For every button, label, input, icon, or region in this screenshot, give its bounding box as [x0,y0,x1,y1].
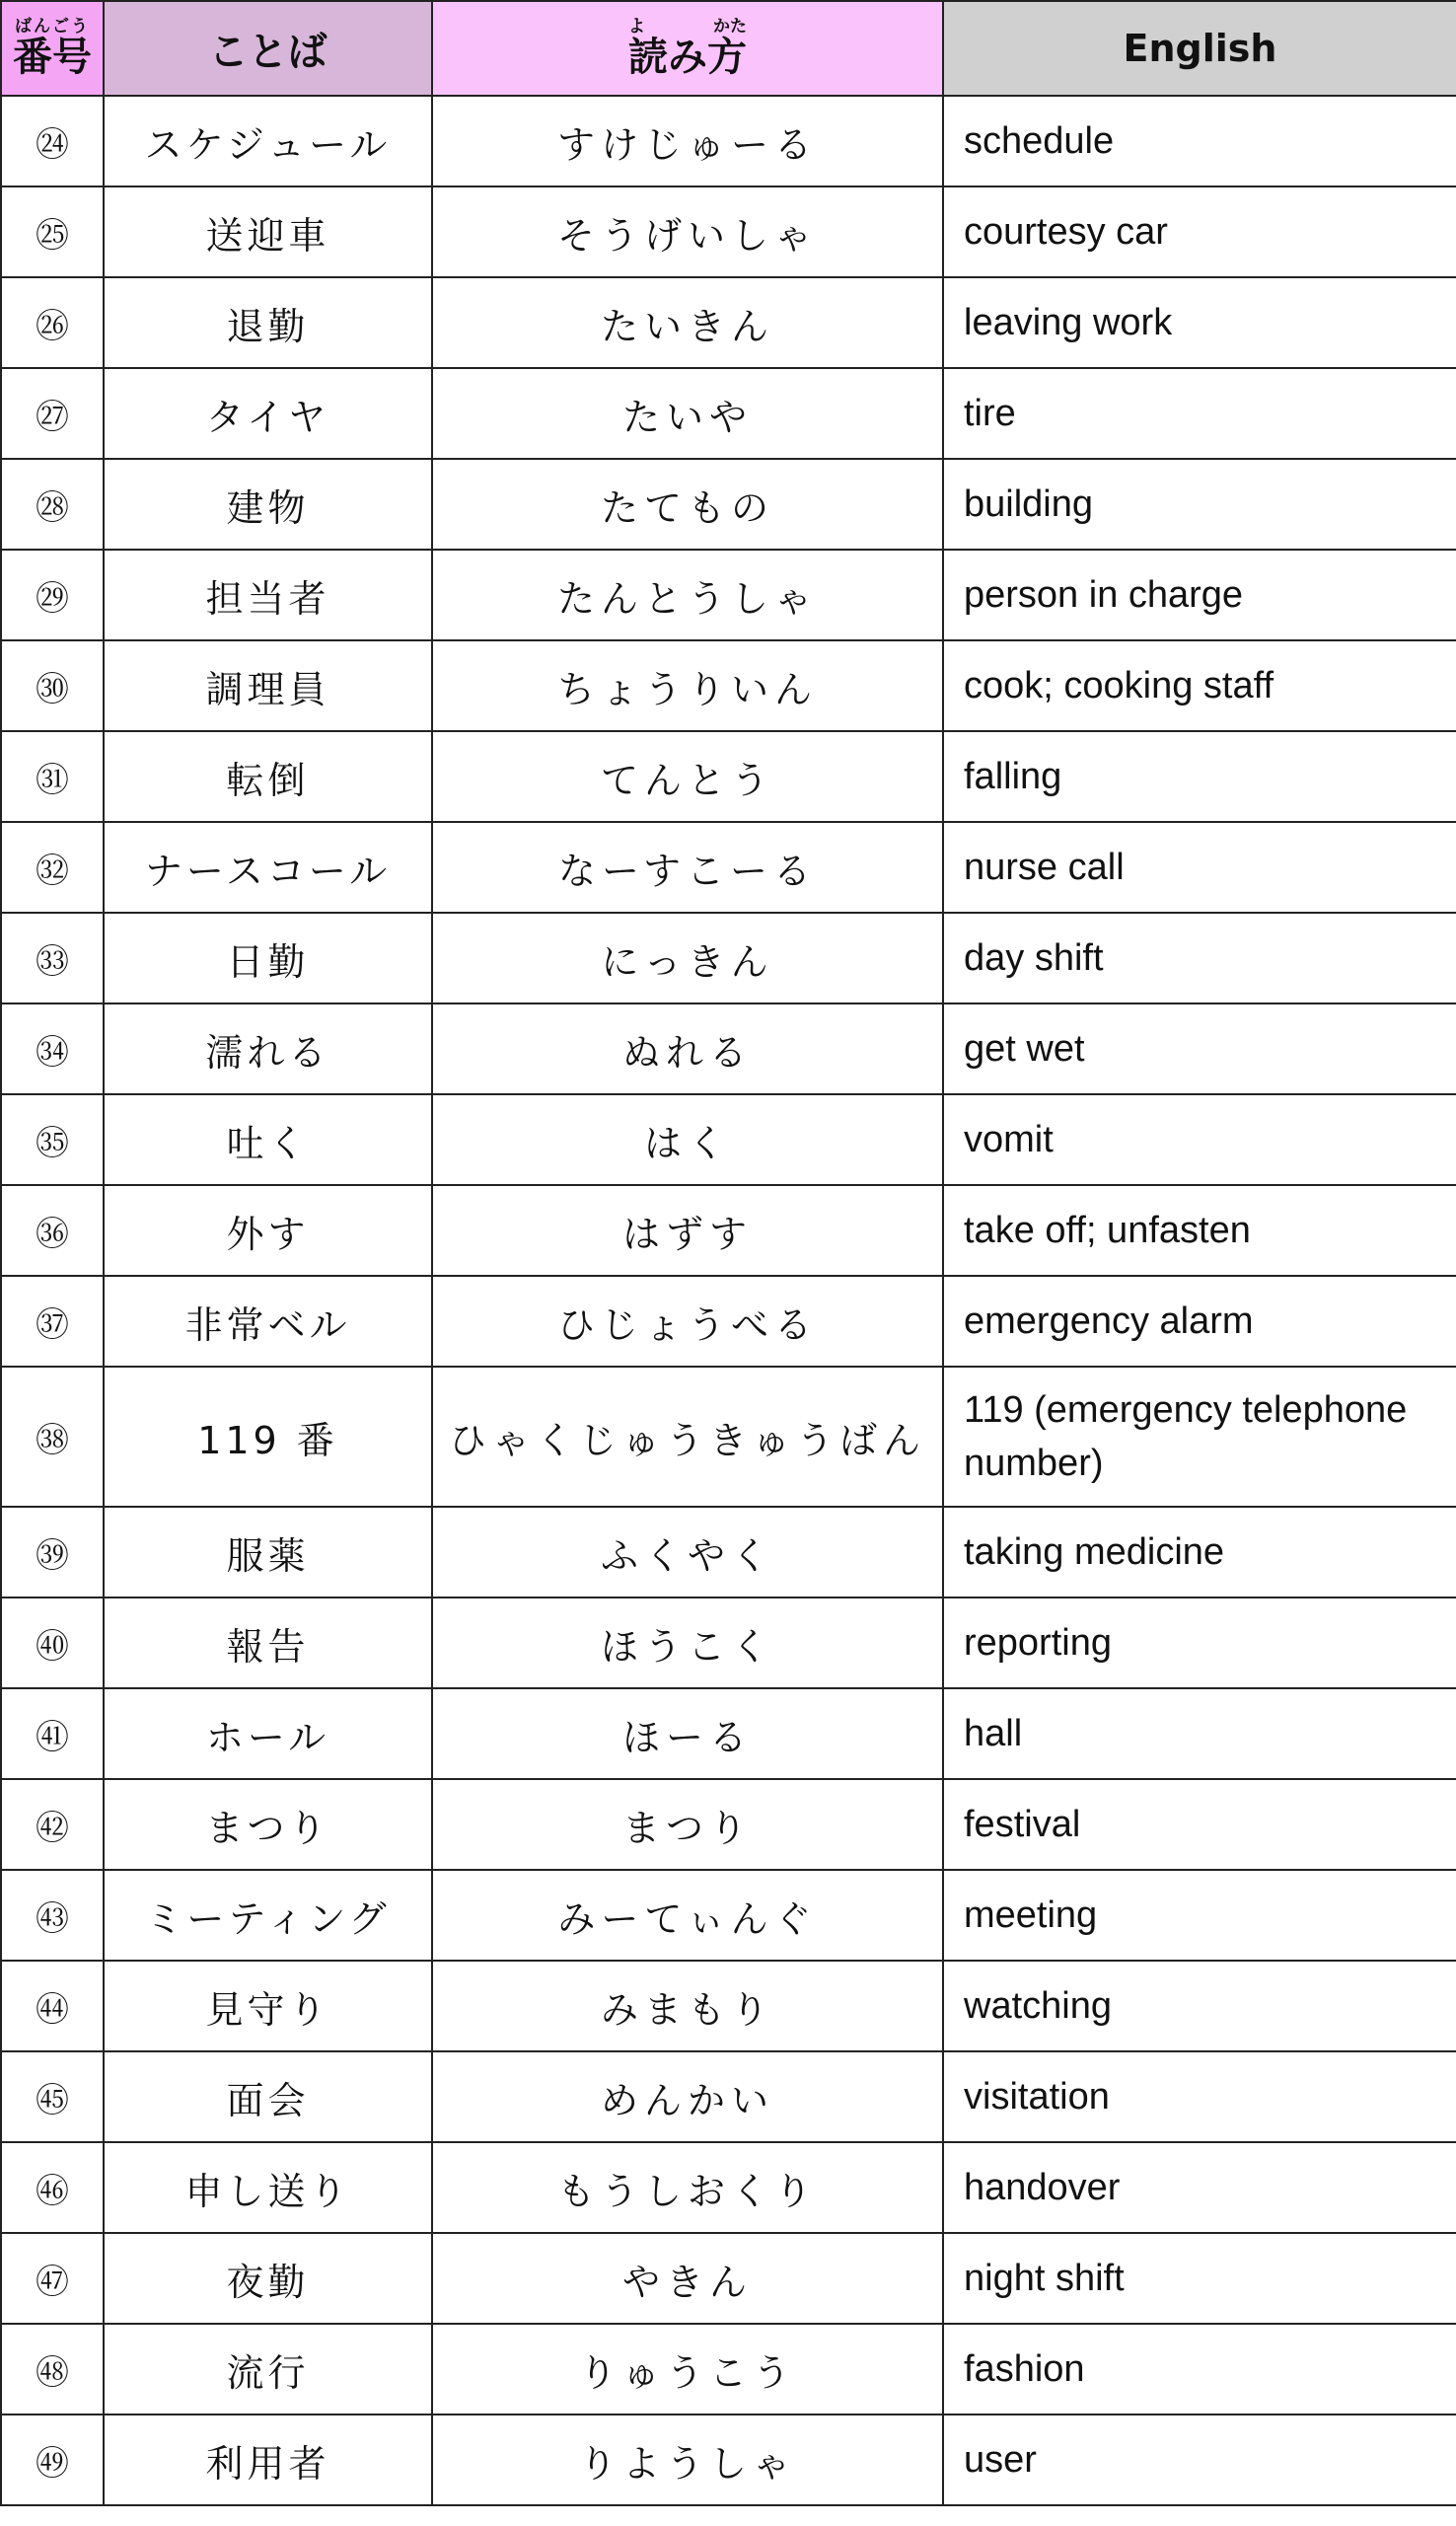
row-reading: やきん [432,2233,943,2324]
row-word: スケジュール [104,96,432,186]
row-english: building [943,459,1456,550]
number-ruby-group [13,18,92,79]
row-number: ㊳ [1,1367,104,1507]
row-english: reporting [943,1597,1456,1688]
row-word: まつり [104,1779,432,1870]
row-word: タイヤ [104,368,432,459]
row-number: ㊹ [1,1961,104,2051]
row-word: 担当者 [104,550,432,640]
row-reading: もうしおくり [432,2142,943,2233]
table-row [1,2415,1456,2505]
row-number: ㉝ [1,913,104,1003]
row-english: hall [943,1688,1456,1779]
row-word: 利用者 [104,2415,432,2505]
header-english: English [943,1,1456,96]
row-english: get wet [943,1003,1456,1094]
row-word: 面会 [104,2051,432,2142]
number-ruby: ばんごう [15,17,90,37]
row-reading: りゅうこう [432,2324,943,2415]
row-word: 119 番 [104,1367,432,1507]
row-english: leaving work [943,277,1456,368]
row-number: ㊻ [1,2142,104,2233]
row-english: emergency alarm [943,1276,1456,1367]
row-reading: たてもの [432,459,943,550]
row-number: ㊲ [1,1276,104,1367]
row-reading: めんかい [432,2051,943,2142]
table-row [1,1961,1456,2051]
row-word: 転倒 [104,731,432,822]
row-number: ㊵ [1,1597,104,1688]
header-reading [432,1,943,96]
reading-label: 読み方 [628,34,747,80]
row-word: 吐く [104,1094,432,1185]
row-reading: なーすこーる [432,822,943,913]
row-english: take off; unfasten [943,1185,1456,1276]
row-word: 流行 [104,2324,432,2415]
row-word: 見守り [104,1961,432,2051]
table-row [1,459,1456,550]
row-word: 非常ベル [104,1276,432,1367]
row-number: ㉗ [1,368,104,459]
row-reading: ふくやく [432,1507,943,1597]
row-reading: ほーる [432,1688,943,1779]
row-word: 調理員 [104,640,432,731]
row-english: 119 (emergency telephone number) [943,1367,1456,1507]
row-reading: にっきん [432,913,943,1003]
row-english: meeting [943,1870,1456,1961]
number-label: 番号 [13,35,92,80]
table-row [1,822,1456,913]
row-english: watching [943,1961,1456,2051]
header-row [1,1,1456,96]
row-english: tire [943,368,1456,459]
table-row [1,1185,1456,1276]
row-reading: みまもり [432,1961,943,2051]
table-row [1,2324,1456,2415]
row-reading: そうげいしゃ [432,186,943,277]
table-row [1,1003,1456,1094]
table-row [1,186,1456,277]
row-english: user [943,2415,1456,2505]
row-english: visitation [943,2051,1456,2142]
table-row [1,550,1456,640]
table-row [1,96,1456,186]
row-reading: ひじょうべる [432,1276,943,1367]
row-english: cook; cooking staff [943,640,1456,731]
table-row [1,2142,1456,2233]
row-reading: ほうこく [432,1597,943,1688]
row-number: ㊸ [1,1870,104,1961]
row-english: nurse call [943,822,1456,913]
row-number: ㊼ [1,2233,104,2324]
row-number: ㊽ [1,2324,104,2415]
row-number: ㉛ [1,731,104,822]
row-english: vomit [943,1094,1456,1185]
row-english: person in charge [943,550,1456,640]
row-word: 濡れる [104,1003,432,1094]
table-row [1,1597,1456,1688]
table-row [1,1507,1456,1597]
table-row [1,913,1456,1003]
row-word: 報告 [104,1597,432,1688]
row-english: handover [943,2142,1456,2233]
reading-ruby [628,18,747,36]
row-number: ㊱ [1,1185,104,1276]
row-word: 服薬 [104,1507,432,1597]
table-row [1,1870,1456,1961]
row-word: ホール [104,1688,432,1779]
table-row [1,1094,1456,1185]
table-row [1,1779,1456,1870]
table-row [1,1276,1456,1367]
row-number: ㊺ [1,2051,104,2142]
row-word: 外す [104,1185,432,1276]
row-english: schedule [943,96,1456,186]
table-body [1,96,1456,2505]
table-row [1,640,1456,731]
row-reading: ぬれる [432,1003,943,1094]
row-word: 日勤 [104,913,432,1003]
reading-ruby-yo: よ [628,16,645,37]
reading-ruby-kata: かた [713,16,747,37]
row-reading: てんとう [432,731,943,822]
table-row [1,1688,1456,1779]
row-number: ㉙ [1,550,104,640]
row-english: taking medicine [943,1507,1456,1597]
row-word: 夜勤 [104,2233,432,2324]
table-row [1,2051,1456,2142]
row-number: ㉖ [1,277,104,368]
row-word: 申し送り [104,2142,432,2233]
header-word: ことば [104,1,432,96]
row-number: ㊾ [1,2415,104,2505]
row-reading: みーてぃんぐ [432,1870,943,1961]
row-reading: ちょうりいん [432,640,943,731]
row-reading: すけじゅーる [432,96,943,186]
row-english: fashion [943,2324,1456,2415]
row-english: night shift [943,2233,1456,2324]
row-word: ミーティング [104,1870,432,1961]
row-english: courtesy car [943,186,1456,277]
table-row [1,1367,1456,1507]
row-number: ㉚ [1,640,104,731]
row-reading: はずす [432,1185,943,1276]
row-english: day shift [943,913,1456,1003]
row-word: ナースコール [104,822,432,913]
row-word: 建物 [104,459,432,550]
row-number: ㊶ [1,1688,104,1779]
row-english: festival [943,1779,1456,1870]
row-reading: りようしゃ [432,2415,943,2505]
row-number: ㉔ [1,96,104,186]
row-number: ㉟ [1,1094,104,1185]
row-number: ㊴ [1,1507,104,1597]
row-number: ㉕ [1,186,104,277]
table-row [1,731,1456,822]
table-row [1,277,1456,368]
header-number [1,1,104,96]
table-row [1,2233,1456,2324]
row-reading: たいや [432,368,943,459]
row-reading: たいきん [432,277,943,368]
row-english: falling [943,731,1456,822]
row-number: ㉘ [1,459,104,550]
row-reading: まつり [432,1779,943,1870]
row-number: ㉜ [1,822,104,913]
reading-ruby-group [628,18,747,79]
row-number: ㊷ [1,1779,104,1870]
row-reading: たんとうしゃ [432,550,943,640]
row-word: 送迎車 [104,186,432,277]
row-word: 退勤 [104,277,432,368]
row-reading: はく [432,1094,943,1185]
row-reading: ひゃくじゅうきゅうばん [432,1367,943,1507]
row-number: ㉞ [1,1003,104,1094]
table-row [1,368,1456,459]
